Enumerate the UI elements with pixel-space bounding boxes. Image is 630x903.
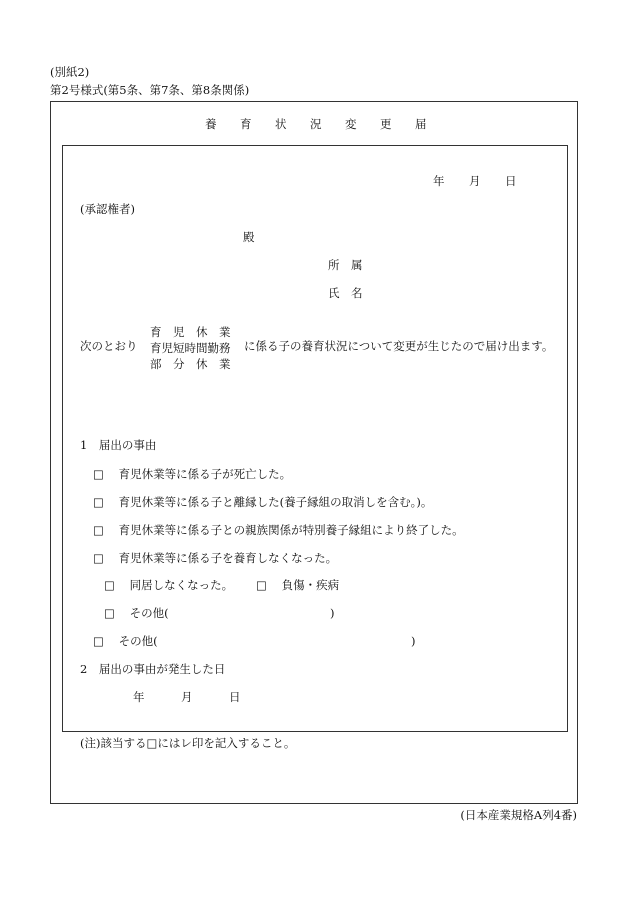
leave-type-list: [150, 324, 231, 372]
checkbox-icon[interactable]: □: [93, 551, 104, 565]
reason-item-adoption-dissolved: [93, 497, 432, 509]
title-char: 変: [345, 117, 357, 131]
reason-item-other: [93, 636, 158, 648]
leave-type-short-hours: 育児短時間勤務: [150, 341, 231, 355]
date-year: 年: [433, 174, 445, 188]
sub-reason-text: 同居しなくなった。: [129, 578, 234, 592]
checkbox-icon[interactable]: □: [256, 578, 267, 592]
section2-heading: 2 届出の事由が発生した日: [80, 662, 226, 676]
event-date-day: 日: [229, 690, 241, 704]
reason-item-no-longer-raising: [93, 553, 337, 565]
title-char: 更: [380, 117, 392, 131]
reason-text: 育児休業等に係る子を養育しなくなった。: [118, 551, 338, 565]
date-month: 月: [469, 174, 481, 188]
form-title: [205, 119, 450, 131]
reason-other-close: ): [411, 634, 416, 648]
recipient-honorific: 殿: [243, 230, 255, 244]
reason-item-death: [93, 469, 291, 481]
note-text: (注)該当する□にはレ印を記入すること。: [80, 736, 296, 750]
reason-item-special-adoption: [93, 525, 464, 537]
title-char: 養: [205, 117, 217, 131]
checkbox-icon[interactable]: □: [93, 495, 104, 509]
checkbox-icon[interactable]: □: [93, 523, 104, 537]
statement-suffix: に係る子の養育状況について変更が生じたので届け出ます。: [244, 339, 554, 353]
checkbox-icon[interactable]: □: [93, 634, 104, 648]
event-date-year: 年: [133, 690, 145, 704]
affiliation-label: 所 属: [328, 258, 363, 272]
sub-reason-text: 負傷・疾病: [281, 578, 340, 592]
reason-text: 育児休業等に係る子と離縁した(養子縁組の取消しを含む。)。: [118, 495, 433, 509]
leave-type-partial: 部 分 休 業: [150, 357, 231, 371]
title-char: 届: [415, 117, 427, 131]
checkbox-icon[interactable]: □: [104, 578, 115, 592]
checkbox-icon[interactable]: □: [93, 467, 104, 481]
paper-size-footer: (日本産業規格A列4番): [460, 808, 577, 822]
sub-reason-other-close: ): [330, 606, 335, 620]
sub-reason-injury: [256, 580, 339, 592]
reason-text: 育児休業等に係る子が死亡した。: [118, 467, 292, 481]
sub-reason-cohabit: [104, 580, 233, 592]
form-number: 第2号様式(第5条、第7条、第8条関係): [50, 83, 250, 97]
title-char: 況: [310, 117, 322, 131]
sub-reason-other: [104, 608, 169, 620]
section1-heading: 1 届出の事由: [80, 438, 157, 452]
date-day: 日: [505, 174, 517, 188]
name-label: 氏 名: [328, 286, 363, 300]
recipient-label: (承認権者): [80, 202, 135, 216]
checkbox-icon[interactable]: □: [104, 606, 115, 620]
title-char: 状: [275, 117, 287, 131]
title-char: 育: [240, 117, 252, 131]
attachment-label: (別紙2): [50, 65, 90, 79]
leave-type-childcare: 育 児 休 業: [150, 325, 231, 339]
sub-reason-other-open: その他(: [129, 606, 169, 620]
event-date-month: 月: [181, 690, 193, 704]
statement-prefix: 次のとおり: [80, 339, 138, 353]
reason-text: 育児休業等に係る子との親族関係が特別養子縁組により終了した。: [118, 523, 464, 537]
reason-other-open: その他(: [118, 634, 158, 648]
